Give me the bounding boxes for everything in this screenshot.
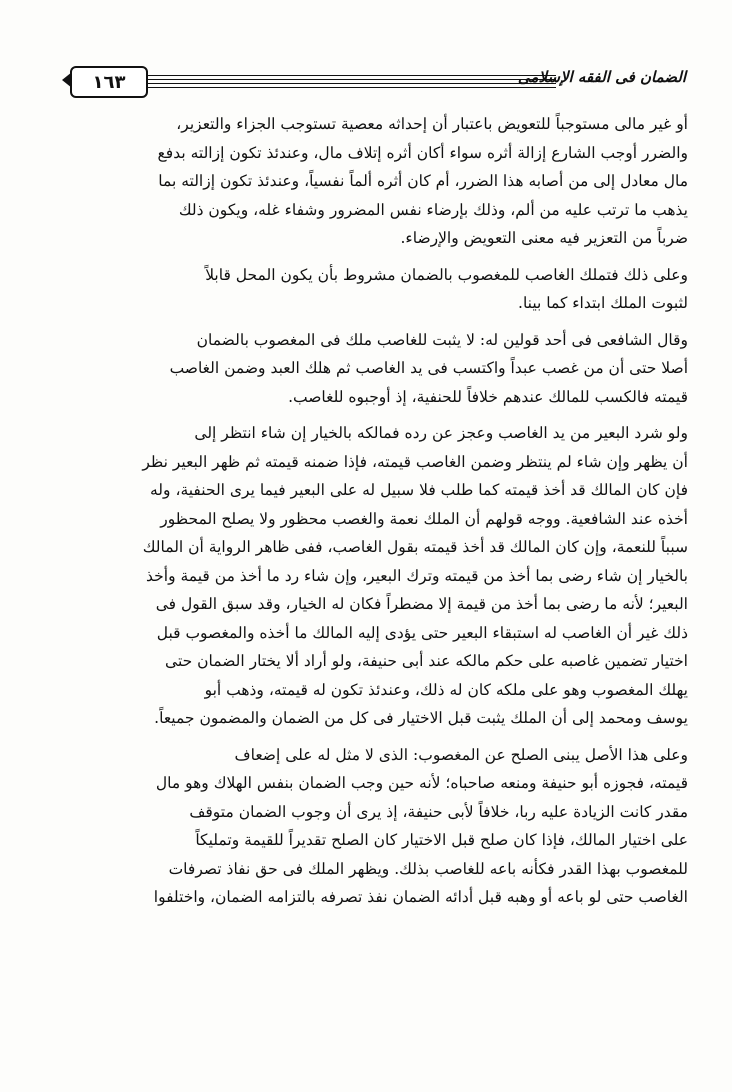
paragraph xyxy=(60,261,688,318)
text-line: الغاصب حتى لو باعه أو وهبه قبل أدائه الضمان نفذ تصرفه بالتزامه الضمان، واختلفوا xyxy=(153,888,688,906)
text-line: وقال الشافعى فى أحد قولين له: لا يثبت للغاصب ملك فى المغصوب بالضمان xyxy=(196,330,688,349)
text-line: أن يظهر وإن شاء لم ينتظر وضمن الغاصب قيمته، فإذا ضمنه قيمته ثم ظهر البعير نظر xyxy=(142,452,688,471)
body-text xyxy=(60,110,688,920)
text-line: بالخيار إن شاء رضى بما أخذ من قيمته وترك البعير، وإن شاء رد ما أخذ من قيمة وأخذ xyxy=(146,566,688,585)
text-line: يوسف ومحمد إلى أن الملك يثبت قبل الاختيار فى كل من الضمان والمضمون جميعاً. xyxy=(154,709,688,727)
text-line: ضرباً من التعزير فيه معنى التعويض والإرضاء. xyxy=(400,229,688,247)
text-line: سبباً للنعمة، وإن كان المالك قد أخذ قيمته بقول الغاصب، ففى ظاهر الرواية أن المالك xyxy=(142,538,688,556)
text-line: والضرر أوجب الشارع إزالة أثره سواء أكان أثره إتلاف مال، وعندئذ تكون إزالته بدفع xyxy=(157,143,688,162)
text-line: لثبوت الملك ابتداء كما بينا. xyxy=(518,294,688,312)
text-line: أخذه عند الشافعية. ووجه قولهم أن الملك نعمة والغصب محظور ولا يصلح المحظور xyxy=(160,509,688,528)
text-line: ولو شرد البعير من يد الغاصب وعجز عن رده فمالكه بالخيار إن شاء انتظر إلى xyxy=(194,424,688,442)
paragraph xyxy=(60,110,688,253)
text-line: يذهب ما ترتب عليه من ألم، وذلك بإرضاء نفس المضرور وشفاء غله، ويكون ذلك xyxy=(178,200,688,219)
text-line: أصلا حتى أن من غصب عبداً واكتسب فى يد الغاصب ثم هلك العبد وضمن الغاصب xyxy=(169,359,688,377)
text-line: على اختيار المالك، فإذا كان صلح قبل الاختيار كان الصلح تقديراً للقيمة وتمليكاً xyxy=(195,831,688,849)
text-line: وعلى ذلك فتملك الغاصب للمغصوب بالضمان مشروط بأن يكون المحل قابلاً xyxy=(205,265,688,284)
text-line: أو غير مالى مستوجباً للتعويض باعتبار أن إحداثه معصية تستوجب الجزاء والتعزير، xyxy=(176,115,688,133)
text-line: قيمته فالكسب للمالك عندهم خلافاً للحنفية، إذ أوجبوه للغاصب. xyxy=(288,387,688,406)
paragraph xyxy=(60,419,688,733)
text-line: قيمته، فجوزه أبو حنيفة ومنعه صاحباه؛ لأنه حين وجب الضمان بنفس الهلاك وهو مال xyxy=(155,774,688,792)
text-line: البعير؛ لأنه ما رضى بما أخذ من قيمة إلا مضطراً فكان له الخيار، وقد سبق القول فى xyxy=(155,595,688,613)
running-title: الضمان فى الفقه الإسلامى xyxy=(517,68,686,86)
text-line: مال معادل إلى من أصابه هذا الضرر، أم كان أثره ألماً نفسياً، وعندئذ تكون إزالته بما xyxy=(158,172,688,190)
header-rule xyxy=(146,75,556,76)
text-line: مقدر كانت الزيادة عليه ربا، خلافاً لأبى حنيفة، إذ يرى أن وجوب الضمان متوقف xyxy=(189,802,688,821)
paragraph xyxy=(60,326,688,412)
text-line: اختيار تضمين غاصبه على حكم مالكه عند أبى حنيفة، ولو أراد ألا يختار الضمان حتى xyxy=(165,652,688,670)
text-line: وعلى هذا الأصل يبنى الصلح عن المغصوب: الذى لا مثل له على إضعاف xyxy=(234,745,688,764)
header-rule xyxy=(146,87,556,88)
page-header xyxy=(62,62,686,102)
text-line: للمغصوب بهذا القدر فكأنه باعه للغاصب بذلك. ويظهر الملك فى حق نفاذ تصرفات xyxy=(168,859,688,878)
header-rule xyxy=(146,79,556,80)
text-line: يهلك المغصوب وهو على ملكه كان له ذلك، وعندئذ تكون له قيمته، وذهب أبو xyxy=(204,680,688,699)
text-line: فإن كان المالك قد أخذ قيمته كما طلب فلا سبيل له على البعير فيما يرى الحنفية، وله xyxy=(150,481,688,499)
header-rule xyxy=(146,83,556,84)
text-line: ذلك غير أن الغاصب له استبقاء البعير حتى يؤدى إليه المالك ما أخذه والمغصوب قبل xyxy=(156,623,688,642)
paragraph xyxy=(60,741,688,912)
page-number: ١٦٣ xyxy=(70,66,148,98)
